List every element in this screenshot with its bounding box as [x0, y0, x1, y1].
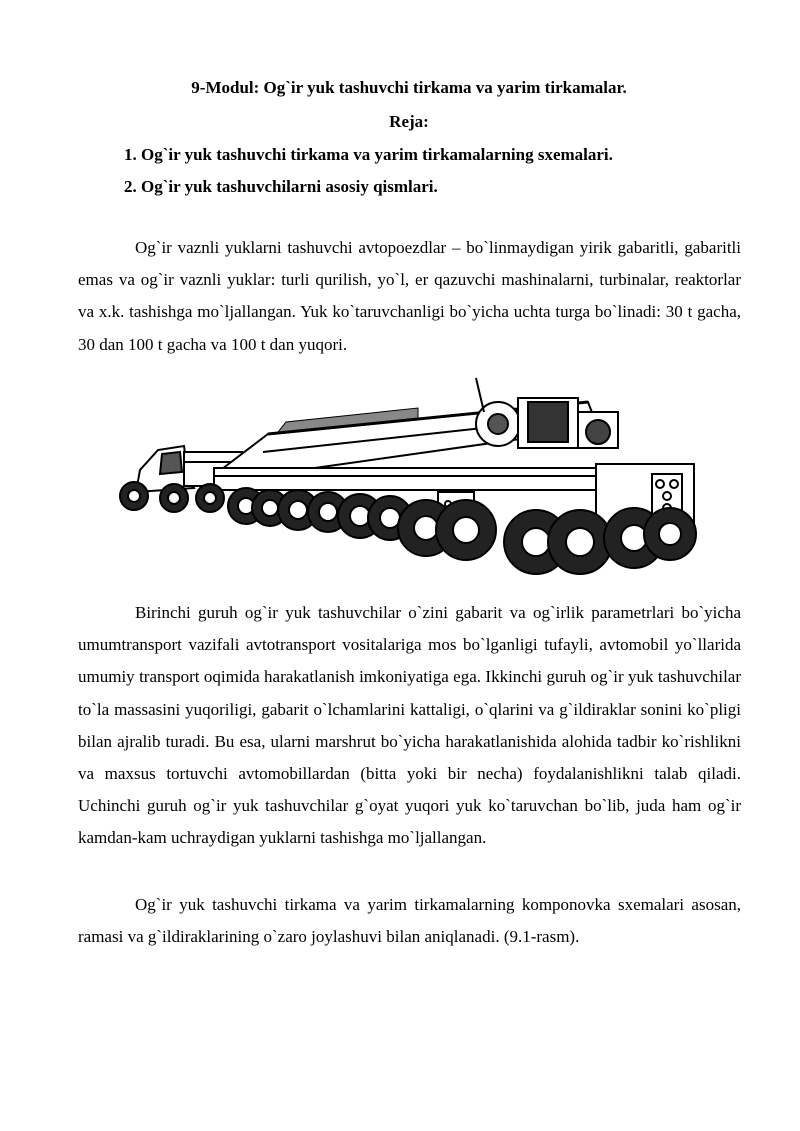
groups-paragraph: Birinchi guruh og`ir yuk tashuvchilar o`zini gabarit va og`irlik parametrlari bo`yicha umumtransport vazifali avtotransport vositalariga mos bo`lganligi tufayli, avtomobil yo`llarida umumiy transport oqimida harakatlanish imkoniyatiga ega. Ikkinchi guruh og`ir yuk tashuvchilar to`la massasini yuqoriligi, gabarit o`lchamlarini kattaligi, o`qlarini va g`ildiraklar sonini ko`pligi bilan ajralib turadi. Bu esa, ularni marshrut bo`yicha harakatlanishida alohida tadbir ko`rishlikni va maxsus tortuvchi avtomobillardan (bitta yoki bir necha) foydalanishlikni talab qiladi. Uchinchi guruh og`ir yuk tashuvchilar g`oyat yuqori yuk ko`taruvchan bo`lib, juda ham og`ir kamdan-kam uchraydigan yuklarni tashishga mo`ljallangan. — [78, 603, 741, 848]
plan-item-1: 1. Og`ir yuk tashuvchi tirkama va yarim tirkamalarning sxemalari. — [124, 145, 613, 164]
heavy-trailer-illustration — [118, 372, 704, 580]
plan-heading: Reja: — [389, 112, 429, 131]
plan-item-2: 2. Og`ir yuk tashuvchilarni asosiy qismlari. — [124, 177, 438, 196]
layout-schemes-paragraph: Og`ir yuk tashuvchi tirkama va yarim tirkamalarning komponovka sxemalari asosan, ramasi va g`ildiraklarining o`zaro joylashuvi bilan aniqlanadi. (9.1-rasm). — [78, 895, 741, 947]
intro-paragraph: Og`ir vaznli yuklarni tashuvchi avtopoezdlar – bo`linmaydigan yirik gabaritli, gabaritli emas va og`ir vaznli yuklar: turli qurilish, yo`l, er qazuvchi mashinalarni, turbinalar, reaktorlar va x.k. tashishga mo`ljallangan. Yuk ko`taruvchanligi bo`yicha uchta turga bo`linadi: 30 t gacha, 30 dan 100 t gacha va 100 t dan yuqori. — [78, 238, 741, 354]
module-title: 9-Modul: Og`ir yuk tashuvchi tirkama va yarim tirkamalar. — [191, 78, 627, 97]
